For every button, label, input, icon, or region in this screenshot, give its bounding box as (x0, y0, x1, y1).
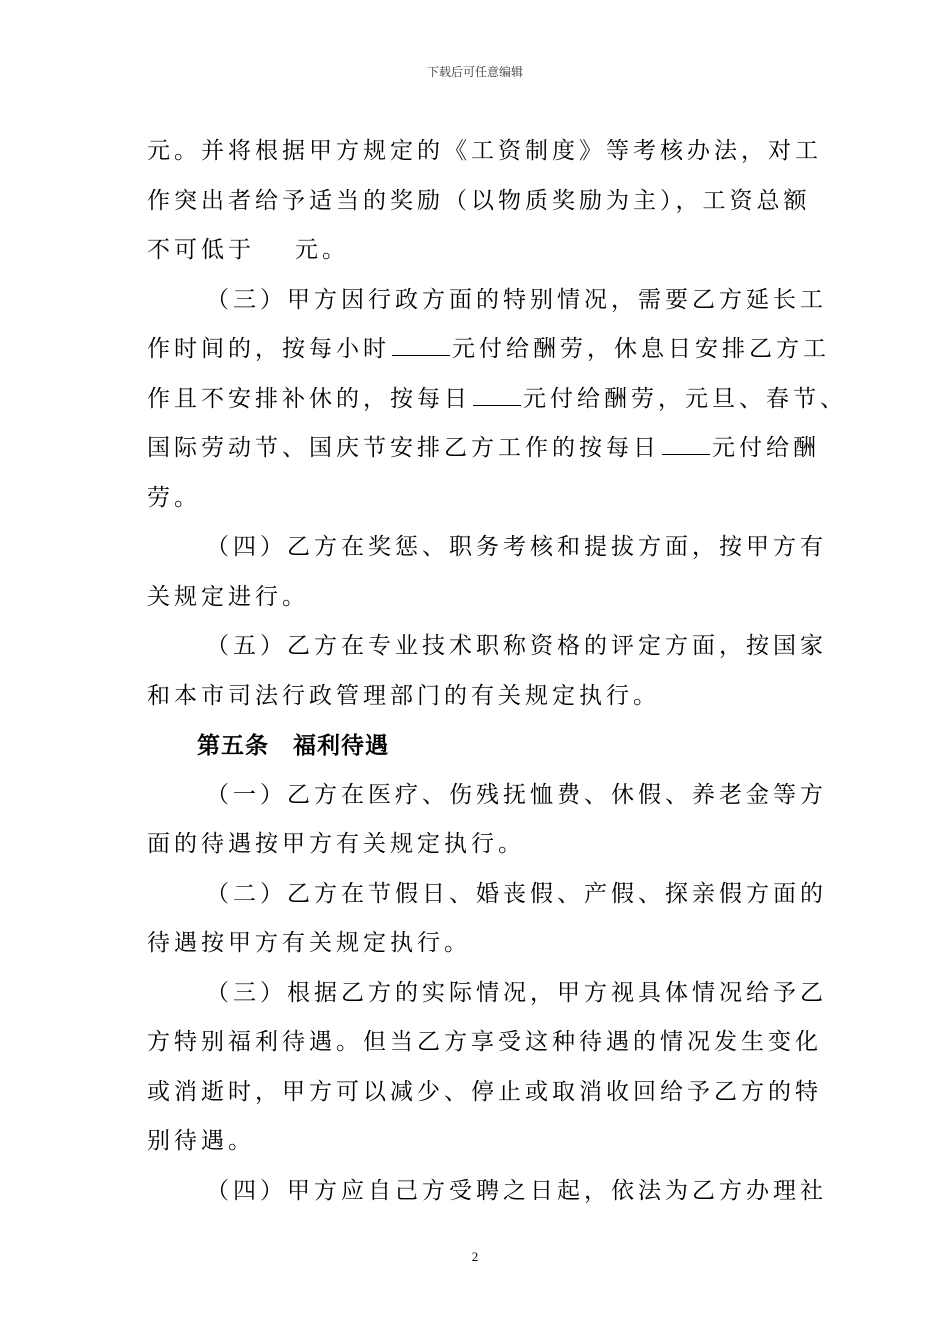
fill-in-blank (662, 434, 710, 455)
text-fragment: 元付给酬劳，元旦、春节、 (523, 385, 847, 412)
fill-in-blank (392, 335, 450, 356)
text-line: （三）根据乙方的实际情况，甲方视具体情况给予乙 (206, 979, 827, 1006)
text-line: （四）乙方在奖惩、职务考核和提拔方面，按甲方有 (206, 534, 827, 560)
text-line: 方特别福利待遇。但当乙方享受这种待遇的情况发生变化 (147, 1029, 822, 1055)
text-fragment: 作时间的，按每小时 (147, 336, 390, 362)
section-heading (147, 721, 807, 771)
text-line: 别待遇。 (147, 1128, 255, 1154)
text-line: 元。并将根据甲方规定的《工资制度》等考核办法，对工 (147, 138, 822, 164)
text-fragment: 元。 (295, 237, 349, 263)
page-number: 2 (471, 1249, 479, 1264)
text-line: 待遇按甲方有关规定执行。 (147, 930, 471, 956)
text-line: （四）甲方应自己方受聘之日起，依法为乙方办理社 (206, 1177, 827, 1204)
heading-number: 第五条 (197, 732, 269, 759)
fill-in-blank (473, 385, 521, 406)
text-line (147, 226, 807, 276)
page-header: 下载后可任意编辑 (426, 65, 523, 79)
text-line: 或消逝时，甲方可以减少、停止或取消收回给予乙方的特 (147, 1078, 822, 1105)
text-line: （三）甲方因行政方面的特别情况，需要乙方延长工 (206, 286, 827, 313)
text-line: 关规定进行。 (147, 583, 309, 610)
text-line: 劳。 (147, 484, 201, 511)
text-line: （二）乙方在节假日、婚丧假、产假、探亲假方面的 (206, 880, 827, 907)
text-line: 面的待遇按甲方有关规定执行。 (147, 831, 525, 857)
text-line: （一）乙方在医疗、伤残抚恤费、休假、养老金等方 (206, 781, 827, 808)
text-fragment: 元付给酬劳，休息日安排乙方工 (452, 336, 830, 362)
text-fragment: 元付给酬 (712, 435, 820, 461)
text-line (147, 325, 830, 375)
heading-title: 福利待遇 (293, 732, 389, 759)
document-body (147, 127, 847, 1216)
text-line: （五）乙方在专业技术职称资格的评定方面，按国家 (206, 633, 827, 659)
text-line (147, 375, 847, 425)
text-line: 作突出者给予适当的奖励（以物质奖励为主），工资总额 (147, 187, 811, 214)
text-line (147, 424, 820, 474)
text-line: 和本市司法行政管理部门的有关规定执行。 (147, 682, 660, 709)
text-fragment: 不可低于 (147, 237, 255, 263)
text-fragment: 国际劳动节、国庆节安排乙方工作的按每日 (147, 435, 660, 461)
text-fragment: 作且不安排补休的，按每日 (147, 385, 471, 412)
